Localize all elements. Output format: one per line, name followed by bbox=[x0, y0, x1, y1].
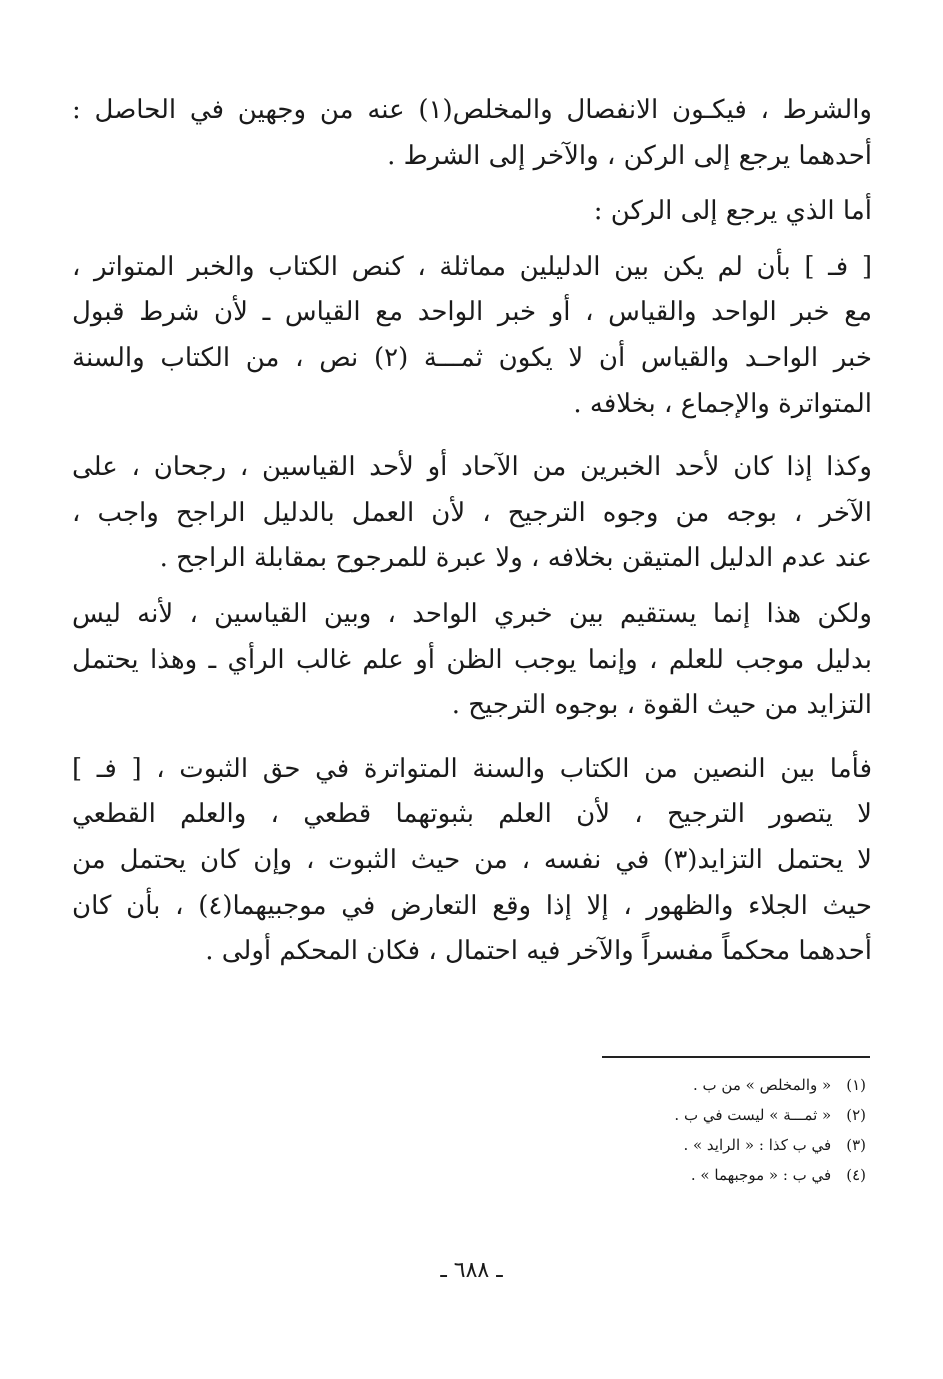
paragraph-6 bbox=[72, 747, 872, 975]
page-number: ـ ٦٨٨ ـ bbox=[440, 1258, 503, 1283]
footnote-item bbox=[366, 1070, 866, 1100]
text-line: المتواترة والإجماع ، بخلافه . bbox=[573, 388, 872, 419]
footnote-number: (٣) bbox=[846, 1136, 866, 1154]
footnote-divider bbox=[602, 1056, 870, 1058]
footnote-text: « ثمـــة » ليست في ب . bbox=[674, 1106, 832, 1124]
text-line: لا يحتمل التزايد(٣) في نفسه ، من حيث الثبوت ، وإن كان يحتمل من bbox=[72, 844, 872, 875]
paragraph-5 bbox=[72, 592, 872, 729]
text-line: مع خبر الواحد والقياس ، أو خبر الواحد مع القياس ـ لأن شرط قبول bbox=[72, 297, 872, 328]
text-line: ولكن هذا إنما يستقيم بين خبري الواحد ، وبين القياسين ، لأنه ليس bbox=[72, 598, 872, 629]
text-line: حيث الجلاء والظهور ، إلا إذا وقع التعارض في موجبيهما(٤) ، بأن كان bbox=[72, 890, 872, 921]
paragraph-4 bbox=[72, 445, 872, 582]
page-body bbox=[72, 88, 872, 1184]
paragraph-2 bbox=[72, 189, 872, 235]
text-line: لا يتصور الترجيح ، لأن العلم بثبوتهما قطعي ، والعلم القطعي bbox=[72, 799, 872, 830]
text-line: [ فـ ] بأن لم يكن بين الدليلين مماثلة ، كنص الكتاب والخبر المتواتر ، bbox=[72, 251, 872, 282]
paragraph-1 bbox=[72, 88, 872, 179]
footnote-text: « والمخلص » من ب . bbox=[693, 1076, 832, 1094]
text-line: الآخر ، بوجه من وجوه الترجيح ، لأن العمل بالدليل الراجح واجب ، bbox=[72, 497, 872, 528]
footnote-text: في ب : « موجبهما » . bbox=[690, 1166, 832, 1184]
text-line: أحدهما يرجع إلى الركن ، والآخر إلى الشرط . bbox=[387, 140, 872, 171]
footnote-number: (٤) bbox=[846, 1166, 866, 1184]
text-line: والشرط ، فيكـون الانفصال والمخلص(١) عنه من وجهين في الحاصل : bbox=[72, 95, 872, 125]
footnote-item bbox=[366, 1100, 866, 1130]
footnote-number: (٢) bbox=[846, 1106, 866, 1124]
text-line: فأما بين النصين من الكتاب والسنة المتواترة في حق الثبوت ، [ فـ ] bbox=[72, 753, 872, 784]
footnote-item bbox=[366, 1160, 866, 1190]
text-line: التزايد من حيث القوة ، بوجوه الترجيح . bbox=[451, 690, 872, 721]
text-line: عند عدم الدليل المتيقن بخلافه ، ولا عبرة للمرجوح بمقابلة الراجح . bbox=[159, 543, 872, 574]
paragraph-3 bbox=[72, 245, 872, 427]
text-line: خبر الواحـد والقياس أن لا يكون ثمـــة (٢) نص ، من الكتاب والسنة bbox=[72, 342, 872, 373]
footnote-item bbox=[366, 1130, 866, 1160]
footnote-number: (١) bbox=[846, 1076, 866, 1094]
footnotes bbox=[366, 1070, 866, 1190]
text-line: وكذا إذا كان لأحد الخبرين من الآحاد أو لأحد القياسين ، رجحان ، على bbox=[72, 452, 872, 483]
text-line: بدليل موجب للعلم ، وإنما يوجب الظن أو علم غالب الرأي ـ وهذا يحتمل bbox=[72, 644, 872, 675]
text-line: أما الذي يرجع إلى الركن : bbox=[593, 196, 872, 227]
text-line: أحدهما محكماً مفسراً والآخر فيه احتمال ، فكان المحكم أولى . bbox=[205, 936, 872, 967]
footnote-text: في ب كذا : « الرايد » . bbox=[683, 1136, 832, 1154]
